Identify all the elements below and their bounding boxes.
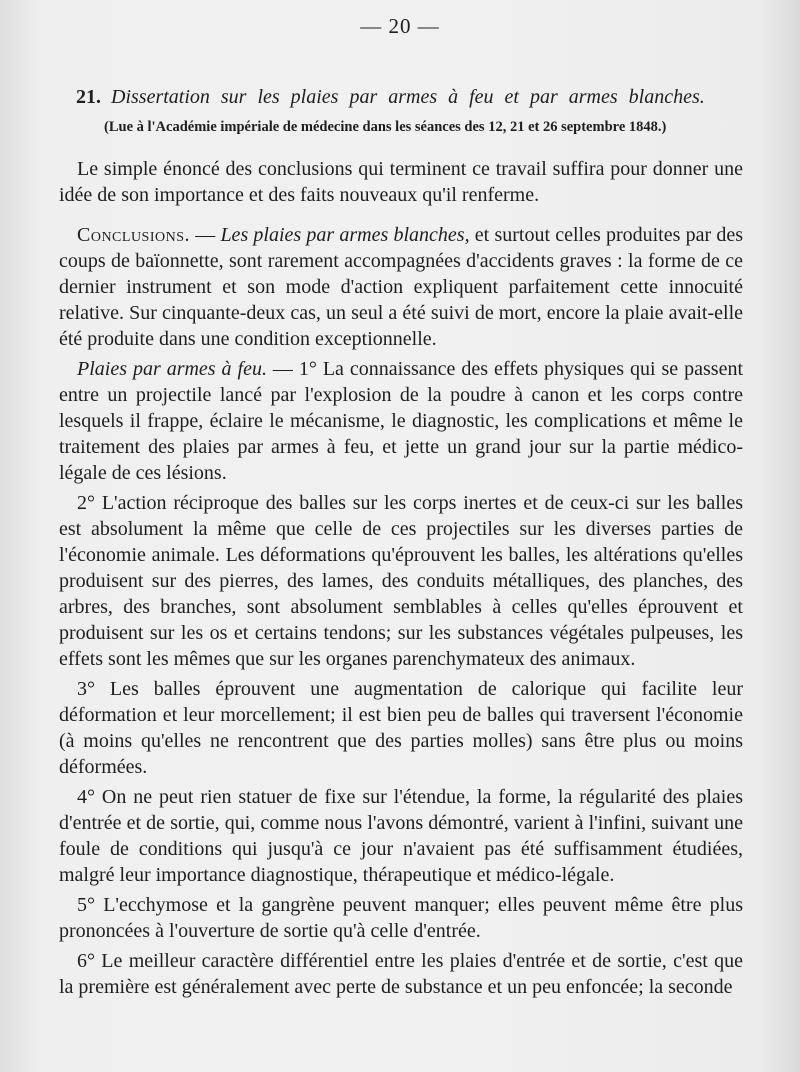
paragraph-1: [59, 356, 743, 486]
conclusions-dash: —: [190, 224, 221, 246]
entry-number: 21.: [76, 86, 101, 108]
body-text: [59, 156, 743, 1004]
conclusions-text: et surtout celles produites par des coups de baïonnette, sont rarement accompagnées d'accidents graves : la forme de ce dernier instrument et son mode d'action expliquent parfaitement cette innocuité relative. Sur cinquante-deux cas, un seul a été suivi de mort, encore la plaie avait-elle été produite dans une condition exceptionnelle.: [59, 224, 743, 350]
intro-paragraph: Le simple énoncé des conclusions qui terminent ce travail suffira pour donner une idée de son importance et des faits nouveaux qu'il renferme.: [59, 158, 743, 206]
paragraph-4: 4° On ne peut rien statuer de fixe sur l'étendue, la forme, la régularité des plaies d'entrée et de sortie, qui, comme nous l'avons démontré, varient à l'infini, suivant une foule de conditions qui jusqu'à ce jour n'avaient pas été suffisamment étudiées, malgré leur importance diagnostique, thérapeutique et médico-légale.: [59, 786, 743, 886]
paragraph-6: 6° Le meilleur caractère différentiel entre les plaies d'entrée et de sortie, c'est que la première est généralement avec perte de substance et un peu enfoncée; la seconde: [59, 950, 743, 998]
paragraph-3: 3° Les balles éprouvent une augmentation de calorique qui facilite leur déformation et leur morcellement; il est bien peu de balles qui traversent l'économie (à moins qu'elles ne rencontrent que des parties molles) sans être plus ou moins déformées.: [59, 678, 743, 778]
paragraph-5: 5° L'ecchymose et la gangrène peuvent manquer; elles peuvent même être plus prononcées à l'ouverture de sortie qu'à celle d'entrée.: [59, 894, 743, 942]
entry-title: Dissertation sur les plaies par armes à feu et par armes blanches.: [111, 86, 705, 108]
entry-heading: [76, 84, 756, 110]
conclusions-label: Conclusions.: [77, 224, 191, 246]
conclusions-paragraph: [59, 222, 743, 352]
entry-note: (Lue à l'Académie impériale de médecine dans les séances des 12, 21 et 26 septembre 1848.): [104, 119, 667, 135]
p1-italic: Plaies par armes à feu.: [77, 358, 267, 380]
p1-text: — 1° La connaissance des effets physiques qui se passent entre un projectile lancé par l'explosion de la poudre à canon et les corps contre lesquels il frappe, éclaire le mécanisme, le diagnostic, les complications et même le traitement des plaies par armes à feu, et jette un grand jour sur la partie médico-légale de ces lésions.: [59, 358, 744, 484]
page-number: — 20 —: [360, 14, 440, 38]
paragraph-2: 2° L'action réciproque des balles sur les corps inertes et de ceux-ci sur les balles est absolument la même que celle de ces projectiles sur les diverses parties de l'économie animale. Les déformations qu'éprouvent les balles, les altérations qu'elles produisent sur des pierres, des lames, des conduits métalliques, des planches, des arbres, des branches, sont absolument semblables à celles qu'elles éprouvent et produisent sur les os et certains tendons; sur les substances végétales pulpeuses, les effets sont les mêmes que sur les organes parenchymateux des animaux.: [59, 492, 743, 670]
conclusions-italic: Les plaies par armes blanches,: [220, 224, 470, 246]
